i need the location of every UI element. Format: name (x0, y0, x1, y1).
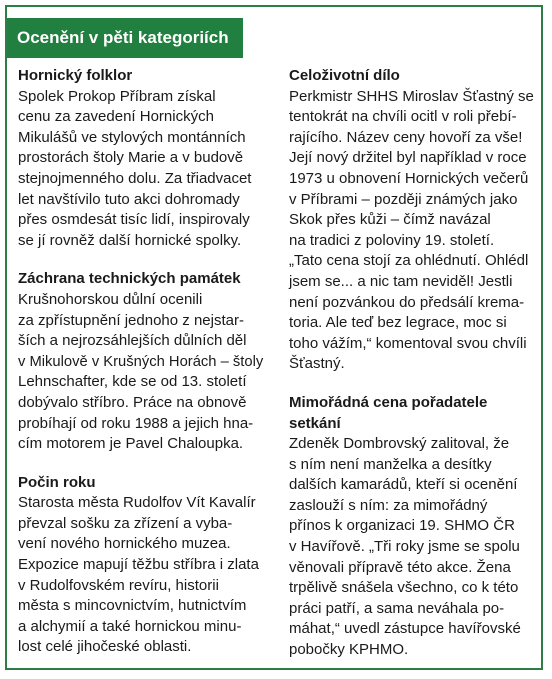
body-text-line: v Příbrami – později známých jako (289, 190, 518, 208)
body-text-line: Mikulášů ve stylových montánních (18, 128, 246, 146)
body-text-line: v Havířově. „Tři roky jsme se spolu (289, 538, 520, 556)
body-text-line: tentokrát na chvíli ocitl v roli přebí- (289, 108, 517, 126)
body-text-line: Šťastný. (289, 355, 345, 373)
box-title: Ocenění v pěti kategoriích (7, 18, 243, 58)
body-text-line: Skok přes kůži – čímž navázal (289, 211, 491, 229)
body-text-line: Zdeněk Dombrovský zalitoval, že (289, 435, 510, 453)
section-heading: setkání (289, 414, 341, 432)
body-text-line: cím motorem je Pavel Chaloupka. (18, 435, 244, 453)
body-text-line: máhat,“ uvedl zástupce havířovské (289, 620, 521, 638)
body-text-line: Její nový držitel byl například v roce (289, 149, 527, 167)
body-text-line: toria. Ale teď bez legrace, moc si (289, 314, 507, 332)
section-heading: Mimořádná cena pořadatele (289, 393, 488, 411)
body-text-line: „Tato cena stojí za ohlédnutí. Ohlédl (289, 252, 529, 270)
body-text-line: na tradici z poloviny 19. století. (289, 231, 495, 249)
body-text-line: let navštívilo tuto akci dohromady (18, 190, 240, 208)
body-text-line: v Rudolfovském revíru, historii (18, 576, 219, 594)
body-text-line: dobývalo stříbro. Práce na obnově (18, 393, 247, 411)
body-text-line: toho vážím,“ komentoval svou chvíli (289, 334, 527, 352)
body-text-line: se jí rovněž další hornické spolky. (18, 231, 242, 249)
body-text-line: trpělivě snášela všechno, co k této (289, 579, 519, 597)
section-heading: Celoživotní dílo (289, 67, 400, 84)
body-text-line: Perkmistr SHHS Miroslav Šťastný se (289, 87, 534, 105)
body-text-line: cenu za zavedení Hornických (18, 108, 214, 126)
body-text-line: není pozvánkou do předsálí krema- (289, 293, 525, 311)
body-text-line: jsem se... a nic tam neviděl! Jestli (289, 272, 513, 290)
section-heading: Záchrana technických památek (18, 270, 241, 288)
body-text-line: přes osmdesát tisíc lidí, inspirovaly (18, 211, 250, 229)
body-text-line: dalších kamarádů, kteří si ocenění (289, 476, 518, 494)
body-text-line: v Mikulově v Krušných Horách – štoly (18, 352, 264, 370)
award-section (289, 393, 537, 661)
body-text-line: přínos k organizaci 19. SHMO ČR (289, 517, 515, 535)
body-text-line: vení nového hornického muzea. (18, 535, 231, 553)
body-text-line: Expozice mapují těžbu stříbra i zlata (18, 556, 259, 574)
body-text-line: ších a nejrozsáhlejších důlních děl (18, 332, 247, 350)
body-text-line: zaslouží s ním: za mimořádný (289, 496, 488, 514)
body-text-line: s ním není manželka a desítky (289, 455, 492, 473)
body-text-line: lost celé jihočeské oblasti. (18, 638, 192, 656)
body-text-line: 1973 u obnovení Hornických večerů (289, 169, 529, 187)
body-text-line: rajícího. Název ceny hovoří za vše! (289, 128, 523, 146)
body-text-line: probíhají od roku 1988 a jejich hna- (18, 414, 254, 432)
body-text-line: Starosta města Rudolfov Vít Kavalír (18, 494, 256, 512)
body-text-line: stejnojmenného dolu. Za třiadvacet (18, 169, 252, 187)
right-column (289, 66, 537, 679)
body-text-line: prostorách štoly Marie a v budově (18, 149, 244, 167)
body-text-line: pobočky KPHMO. (289, 641, 409, 659)
section-heading: Počin roku (18, 473, 96, 491)
body-text-line: Krušnohorskou důlní ocenili (18, 290, 203, 308)
award-section (18, 66, 263, 251)
award-section (18, 473, 263, 658)
body-text-line: města s mincovnictvím, hutnictvím (18, 597, 247, 615)
section-heading: Hornický folklor (18, 67, 133, 84)
award-section (289, 66, 537, 375)
body-text-line: věnovali přípravě této akce. Žena (289, 558, 511, 576)
body-text-line: převzal sošku za zřízení a vyba- (18, 514, 233, 532)
award-section (18, 269, 263, 454)
left-column (18, 66, 263, 676)
body-text-line: práci patří, a sama neváhala po- (289, 599, 505, 617)
body-text-line: za zpřístupnění jednoho z nejstar- (18, 311, 244, 329)
body-text-line: Lehnschafter, kde se od 13. století (18, 373, 247, 391)
body-text-line: Spolek Prokop Příbram získal (18, 87, 216, 105)
body-text-line: a alchymií a také hornickou minu- (18, 617, 242, 635)
